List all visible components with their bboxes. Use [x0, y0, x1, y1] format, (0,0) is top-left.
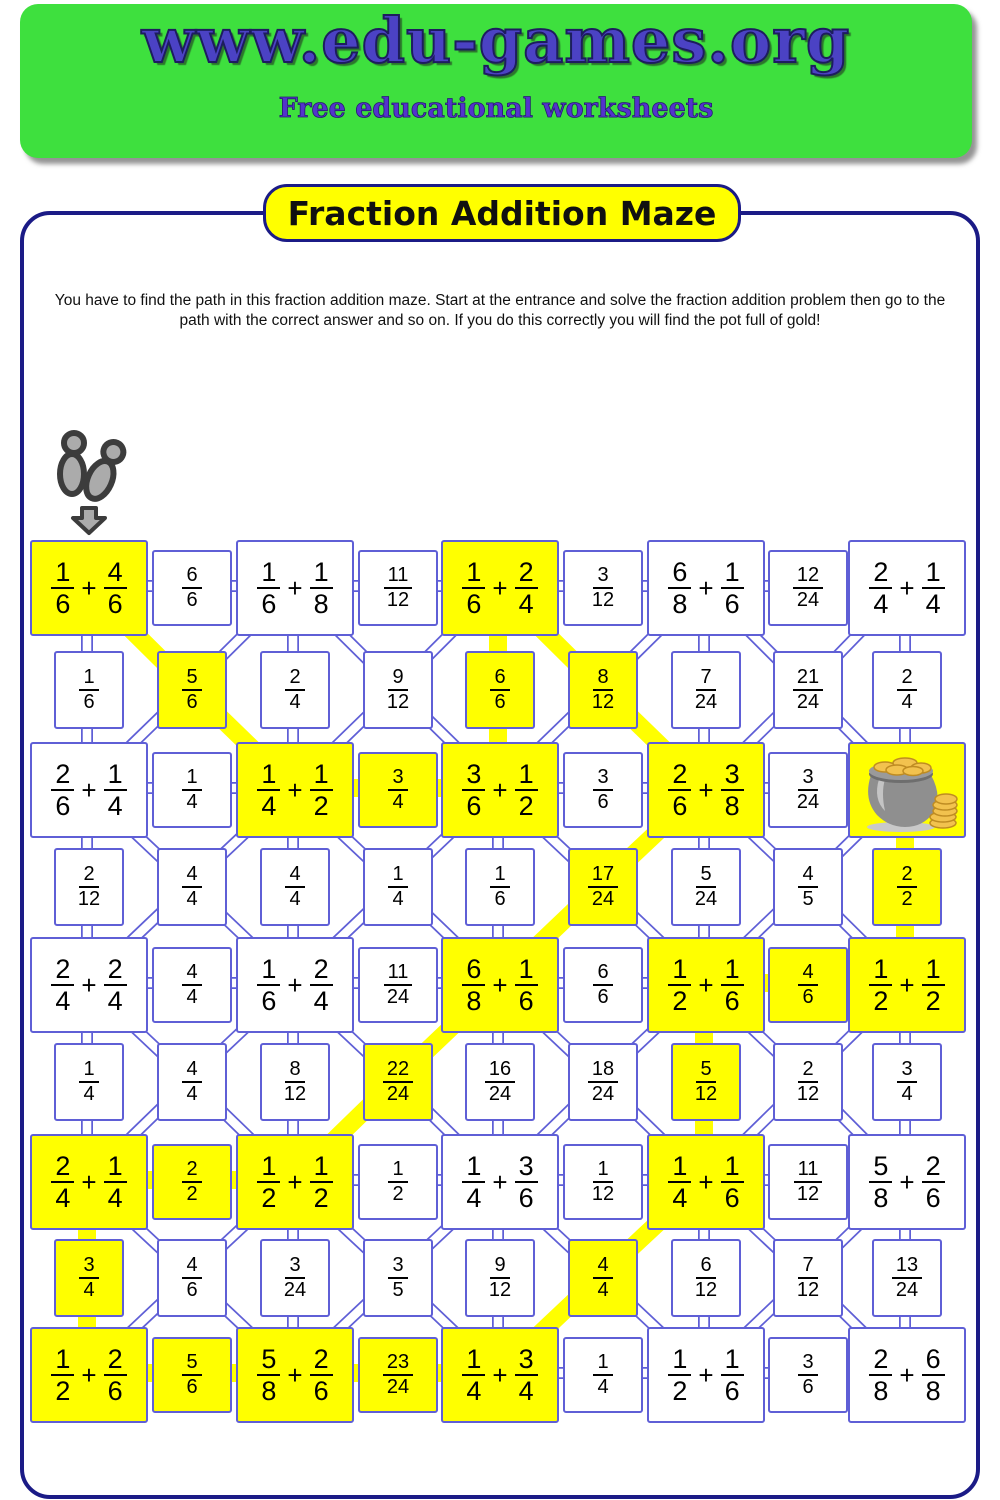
- worksheet-title: Fraction Addition Maze: [263, 184, 741, 242]
- answer-cell: [358, 1144, 438, 1220]
- fraction: $\frac{12}{24}$: [793, 565, 823, 611]
- answer-cell: [872, 848, 942, 926]
- fraction: $\frac{13}{24}$: [892, 1255, 922, 1301]
- plus-sign: +: [698, 1166, 714, 1197]
- fraction: $\frac{1}{4}$: [182, 767, 201, 813]
- fraction: $\frac{11}{12}$: [384, 565, 413, 611]
- fraction: $\frac{1}{6}$: [721, 955, 744, 1016]
- plus-sign: +: [81, 572, 97, 603]
- answer-cell: [54, 1043, 124, 1121]
- plus-sign: +: [899, 1359, 915, 1390]
- fraction: $\frac{8}{12}$: [283, 1058, 307, 1105]
- fraction: $\frac{2}{6}$: [104, 1345, 127, 1406]
- fraction: $\frac{2}{8}$: [869, 1345, 892, 1406]
- answer-cell: [563, 947, 643, 1023]
- answer-cell: [157, 1043, 227, 1121]
- problem-cell: [848, 1327, 966, 1423]
- fraction: $\frac{2}{4}$: [285, 667, 304, 713]
- fraction: $\frac{3}{6}$: [798, 1352, 817, 1398]
- fraction: $\frac{5}{12}$: [694, 1058, 718, 1105]
- fraction: $\frac{6}{12}$: [694, 1254, 718, 1301]
- answer-cell: [358, 1337, 438, 1413]
- problem-cell: [647, 742, 765, 838]
- fraction: $\frac{1}{8}$: [310, 558, 333, 619]
- fraction: $\frac{1}{6}$: [462, 558, 485, 619]
- fraction: $\frac{5}{8}$: [257, 1345, 280, 1406]
- fraction: $\frac{4}{4}$: [182, 1059, 201, 1105]
- down-arrow-icon: [73, 508, 105, 533]
- fraction: $\frac{4}{6}$: [104, 558, 127, 619]
- answer-cell: [768, 1144, 848, 1220]
- fraction: $\frac{3}{5}$: [388, 1255, 407, 1301]
- fraction: $\frac{1}{6}$: [51, 558, 74, 619]
- plus-sign: +: [899, 1166, 915, 1197]
- problem-cell: [236, 1134, 354, 1230]
- fraction: $\frac{6}{6}$: [593, 962, 612, 1008]
- fraction: $\frac{2}{4}$: [515, 558, 538, 619]
- answer-cell: [768, 752, 848, 828]
- answer-cell: [260, 651, 330, 729]
- plus-sign: +: [287, 1166, 303, 1197]
- fraction: $\frac{11}{24}$: [384, 962, 413, 1008]
- answer-cell: [465, 1043, 535, 1121]
- answer-cell: [54, 1239, 124, 1317]
- fraction: $\frac{4}{6}$: [182, 1255, 201, 1301]
- plus-sign: +: [698, 572, 714, 603]
- answer-cell: [358, 947, 438, 1023]
- fraction: $\frac{1}{2}$: [869, 955, 892, 1016]
- plus-sign: +: [698, 969, 714, 1000]
- answer-cell: [773, 1239, 843, 1317]
- fraction: $\frac{5}{6}$: [182, 1352, 201, 1398]
- problem-cell: [441, 540, 559, 636]
- answer-cell: [363, 848, 433, 926]
- fraction: $\frac{1}{6}$: [721, 1345, 744, 1406]
- plus-sign: +: [81, 1166, 97, 1197]
- fraction: $\frac{17}{24}$: [588, 864, 618, 910]
- fraction: $\frac{1}{4}$: [462, 1152, 485, 1213]
- footsteps-icon: [52, 428, 132, 536]
- fraction: $\frac{2}{6}$: [668, 760, 691, 821]
- problem-cell: [647, 540, 765, 636]
- fraction: $\frac{3}{6}$: [462, 760, 485, 821]
- fraction: $\frac{2}{4}$: [869, 558, 892, 619]
- fraction: $\frac{7}{24}$: [694, 666, 718, 713]
- problem-cell: [236, 937, 354, 1033]
- answer-cell: [773, 651, 843, 729]
- fraction: $\frac{1}{4}$: [462, 1345, 485, 1406]
- answer-cell: [671, 848, 741, 926]
- fraction: $\frac{6}{8}$: [462, 955, 485, 1016]
- fraction: $\frac{1}{6}$: [490, 864, 509, 910]
- fraction: $\frac{8}{12}$: [591, 666, 615, 713]
- answer-cell: [54, 848, 124, 926]
- plus-sign: +: [492, 1166, 508, 1197]
- fraction: $\frac{4}{4}$: [182, 864, 201, 910]
- site-title: www.edu-games.org: [141, 4, 851, 77]
- answer-cell: [363, 651, 433, 729]
- problem-cell: [30, 742, 148, 838]
- fraction: $\frac{1}{12}$: [591, 1158, 615, 1205]
- answer-cell: [157, 1239, 227, 1317]
- fraction: $\frac{3}{8}$: [721, 760, 744, 821]
- fraction: $\frac{23}{24}$: [383, 1352, 413, 1398]
- fraction: $\frac{4}{6}$: [798, 962, 817, 1008]
- fraction: $\frac{6}{6}$: [182, 565, 201, 611]
- fraction: $\frac{1}{6}$: [79, 667, 98, 713]
- fraction: $\frac{4}{4}$: [593, 1255, 612, 1301]
- problem-cell: [236, 742, 354, 838]
- fraction: $\frac{1}{4}$: [104, 1152, 127, 1213]
- problem-cell: [441, 937, 559, 1033]
- problem-cell: [30, 937, 148, 1033]
- fraction: $\frac{2}{4}$: [51, 1152, 74, 1213]
- plus-sign: +: [492, 572, 508, 603]
- fraction: $\frac{2}{4}$: [104, 955, 127, 1016]
- problem-cell: [236, 540, 354, 636]
- problem-cell: [441, 742, 559, 838]
- problem-cell: [30, 1134, 148, 1230]
- problem-cell: [236, 1327, 354, 1423]
- plus-sign: +: [698, 774, 714, 805]
- fraction: $\frac{11}{12}$: [794, 1159, 823, 1205]
- plus-sign: +: [81, 969, 97, 1000]
- fraction: $\frac{2}{12}$: [77, 863, 101, 910]
- answer-cell: [671, 651, 741, 729]
- fraction: $\frac{4}{5}$: [798, 864, 817, 910]
- answer-cell: [671, 1239, 741, 1317]
- fraction: $\frac{2}{6}$: [922, 1152, 945, 1213]
- answer-cell: [260, 1043, 330, 1121]
- fraction: $\frac{9}{12}$: [488, 1254, 512, 1301]
- fraction: $\frac{4}{4}$: [285, 864, 304, 910]
- answer-cell: [157, 651, 227, 729]
- plus-sign: +: [899, 969, 915, 1000]
- goal-cell: [848, 742, 966, 838]
- plus-sign: +: [492, 969, 508, 1000]
- problem-cell: [441, 1134, 559, 1230]
- fraction: $\frac{1}{4}$: [593, 1352, 612, 1398]
- fraction: $\frac{2}{12}$: [796, 1058, 820, 1105]
- answer-cell: [358, 752, 438, 828]
- plus-sign: +: [287, 969, 303, 1000]
- fraction: $\frac{3}{4}$: [897, 1059, 916, 1105]
- answer-cell: [157, 848, 227, 926]
- answer-cell: [872, 651, 942, 729]
- fraction: $\frac{9}{12}$: [386, 666, 410, 713]
- fraction: $\frac{1}{6}$: [257, 955, 280, 1016]
- answer-cell: [872, 1239, 942, 1317]
- fraction: $\frac{5}{6}$: [182, 667, 201, 713]
- answer-cell: [568, 651, 638, 729]
- fraction: $\frac{1}{2}$: [668, 1345, 691, 1406]
- plus-sign: +: [287, 1359, 303, 1390]
- answer-cell: [768, 1337, 848, 1413]
- plus-sign: +: [899, 572, 915, 603]
- fraction: $\frac{2}{2}$: [182, 1159, 201, 1205]
- fraction: $\frac{3}{24}$: [796, 766, 820, 813]
- problem-cell: [647, 1327, 765, 1423]
- fraction: $\frac{1}{2}$: [388, 1159, 407, 1205]
- answer-cell: [358, 550, 438, 626]
- fraction: $\frac{1}{6}$: [257, 558, 280, 619]
- fraction: $\frac{1}{4}$: [257, 760, 280, 821]
- fraction: $\frac{7}{12}$: [796, 1254, 820, 1301]
- answer-cell: [568, 848, 638, 926]
- fraction: $\frac{1}{2}$: [515, 760, 538, 821]
- fraction: $\frac{3}{24}$: [283, 1254, 307, 1301]
- answer-cell: [152, 752, 232, 828]
- answer-cell: [773, 848, 843, 926]
- fraction: $\frac{1}{6}$: [515, 955, 538, 1016]
- answer-cell: [563, 752, 643, 828]
- answer-cell: [363, 1043, 433, 1121]
- fraction: $\frac{6}{8}$: [922, 1345, 945, 1406]
- answer-cell: [465, 651, 535, 729]
- answer-cell: [568, 1043, 638, 1121]
- fraction: $\frac{1}{6}$: [721, 1152, 744, 1213]
- fraction: $\frac{18}{24}$: [588, 1059, 618, 1105]
- maze-start: [52, 428, 132, 541]
- plus-sign: +: [492, 774, 508, 805]
- fraction: $\frac{16}{24}$: [485, 1059, 515, 1105]
- site-tagline: Free educational worksheets: [278, 93, 714, 124]
- fraction: $\frac{2}{6}$: [310, 1345, 333, 1406]
- plus-sign: +: [698, 1359, 714, 1390]
- fraction: $\frac{6}{6}$: [490, 667, 509, 713]
- answer-cell: [465, 1239, 535, 1317]
- pot-of-gold-icon: [855, 747, 959, 833]
- problem-cell: [30, 1327, 148, 1423]
- answer-cell: [768, 947, 848, 1023]
- fraction: $\frac{6}{8}$: [668, 558, 691, 619]
- fraction: $\frac{1}{2}$: [310, 760, 333, 821]
- instructions-text: You have to find the path in this fraction addition maze. Start at the entrance and solve the fraction addition problem then go to the path with the correct answer and so on. If you do this correctly you will find the pot full of gold!: [54, 292, 946, 329]
- fraction: $\frac{3}{6}$: [593, 767, 612, 813]
- answer-cell: [152, 947, 232, 1023]
- answer-cell: [872, 1043, 942, 1121]
- answer-cell: [152, 550, 232, 626]
- answer-cell: [773, 1043, 843, 1121]
- problem-cell: [30, 540, 148, 636]
- fraction: $\frac{1}{2}$: [257, 1152, 280, 1213]
- plus-sign: +: [287, 774, 303, 805]
- fraction: $\frac{22}{24}$: [383, 1059, 413, 1105]
- problem-cell: [647, 937, 765, 1033]
- problem-cell: [441, 1327, 559, 1423]
- fraction: $\frac{1}{6}$: [721, 558, 744, 619]
- answer-cell: [671, 1043, 741, 1121]
- fraction: $\frac{2}{4}$: [897, 667, 916, 713]
- fraction: $\frac{1}{2}$: [922, 955, 945, 1016]
- fraction: $\frac{21}{24}$: [793, 667, 823, 713]
- answer-cell: [152, 1144, 232, 1220]
- problem-cell: [848, 1134, 966, 1230]
- answer-cell: [568, 1239, 638, 1317]
- answer-cell: [563, 1337, 643, 1413]
- answer-cell: [363, 1239, 433, 1317]
- fraction: $\frac{1}{4}$: [668, 1152, 691, 1213]
- fraction: $\frac{2}{6}$: [51, 760, 74, 821]
- answer-cell: [260, 1239, 330, 1317]
- fraction: $\frac{1}{2}$: [51, 1345, 74, 1406]
- fraction: $\frac{3}{6}$: [515, 1152, 538, 1213]
- fraction: $\frac{1}{2}$: [310, 1152, 333, 1213]
- fraction: $\frac{2}{4}$: [310, 955, 333, 1016]
- answer-cell: [768, 550, 848, 626]
- fraction: $\frac{2}{4}$: [51, 955, 74, 1016]
- fraction: $\frac{1}{4}$: [922, 558, 945, 619]
- problem-cell: [647, 1134, 765, 1230]
- plus-sign: +: [492, 1359, 508, 1390]
- fraction: $\frac{1}{2}$: [668, 955, 691, 1016]
- answer-cell: [260, 848, 330, 926]
- fraction: $\frac{3}{4}$: [515, 1345, 538, 1406]
- plus-sign: +: [81, 774, 97, 805]
- fraction: $\frac{2}{2}$: [897, 864, 916, 910]
- fraction: $\frac{1}{4}$: [104, 760, 127, 821]
- fraction: $\frac{3}{12}$: [591, 564, 615, 611]
- answer-cell: [54, 651, 124, 729]
- fraction: $\frac{1}{4}$: [79, 1059, 98, 1105]
- fraction: $\frac{5}{8}$: [869, 1152, 892, 1213]
- problem-cell: [848, 937, 966, 1033]
- answer-cell: [465, 848, 535, 926]
- plus-sign: +: [81, 1359, 97, 1390]
- fraction: $\frac{4}{4}$: [182, 962, 201, 1008]
- answer-cell: [563, 1144, 643, 1220]
- fraction: $\frac{3}{4}$: [388, 767, 407, 813]
- fraction: $\frac{3}{4}$: [79, 1255, 98, 1301]
- fraction: $\frac{5}{24}$: [694, 863, 718, 910]
- problem-cell: [848, 540, 966, 636]
- plus-sign: +: [287, 572, 303, 603]
- answer-cell: [152, 1337, 232, 1413]
- fraction: $\frac{1}{4}$: [388, 864, 407, 910]
- answer-cell: [563, 550, 643, 626]
